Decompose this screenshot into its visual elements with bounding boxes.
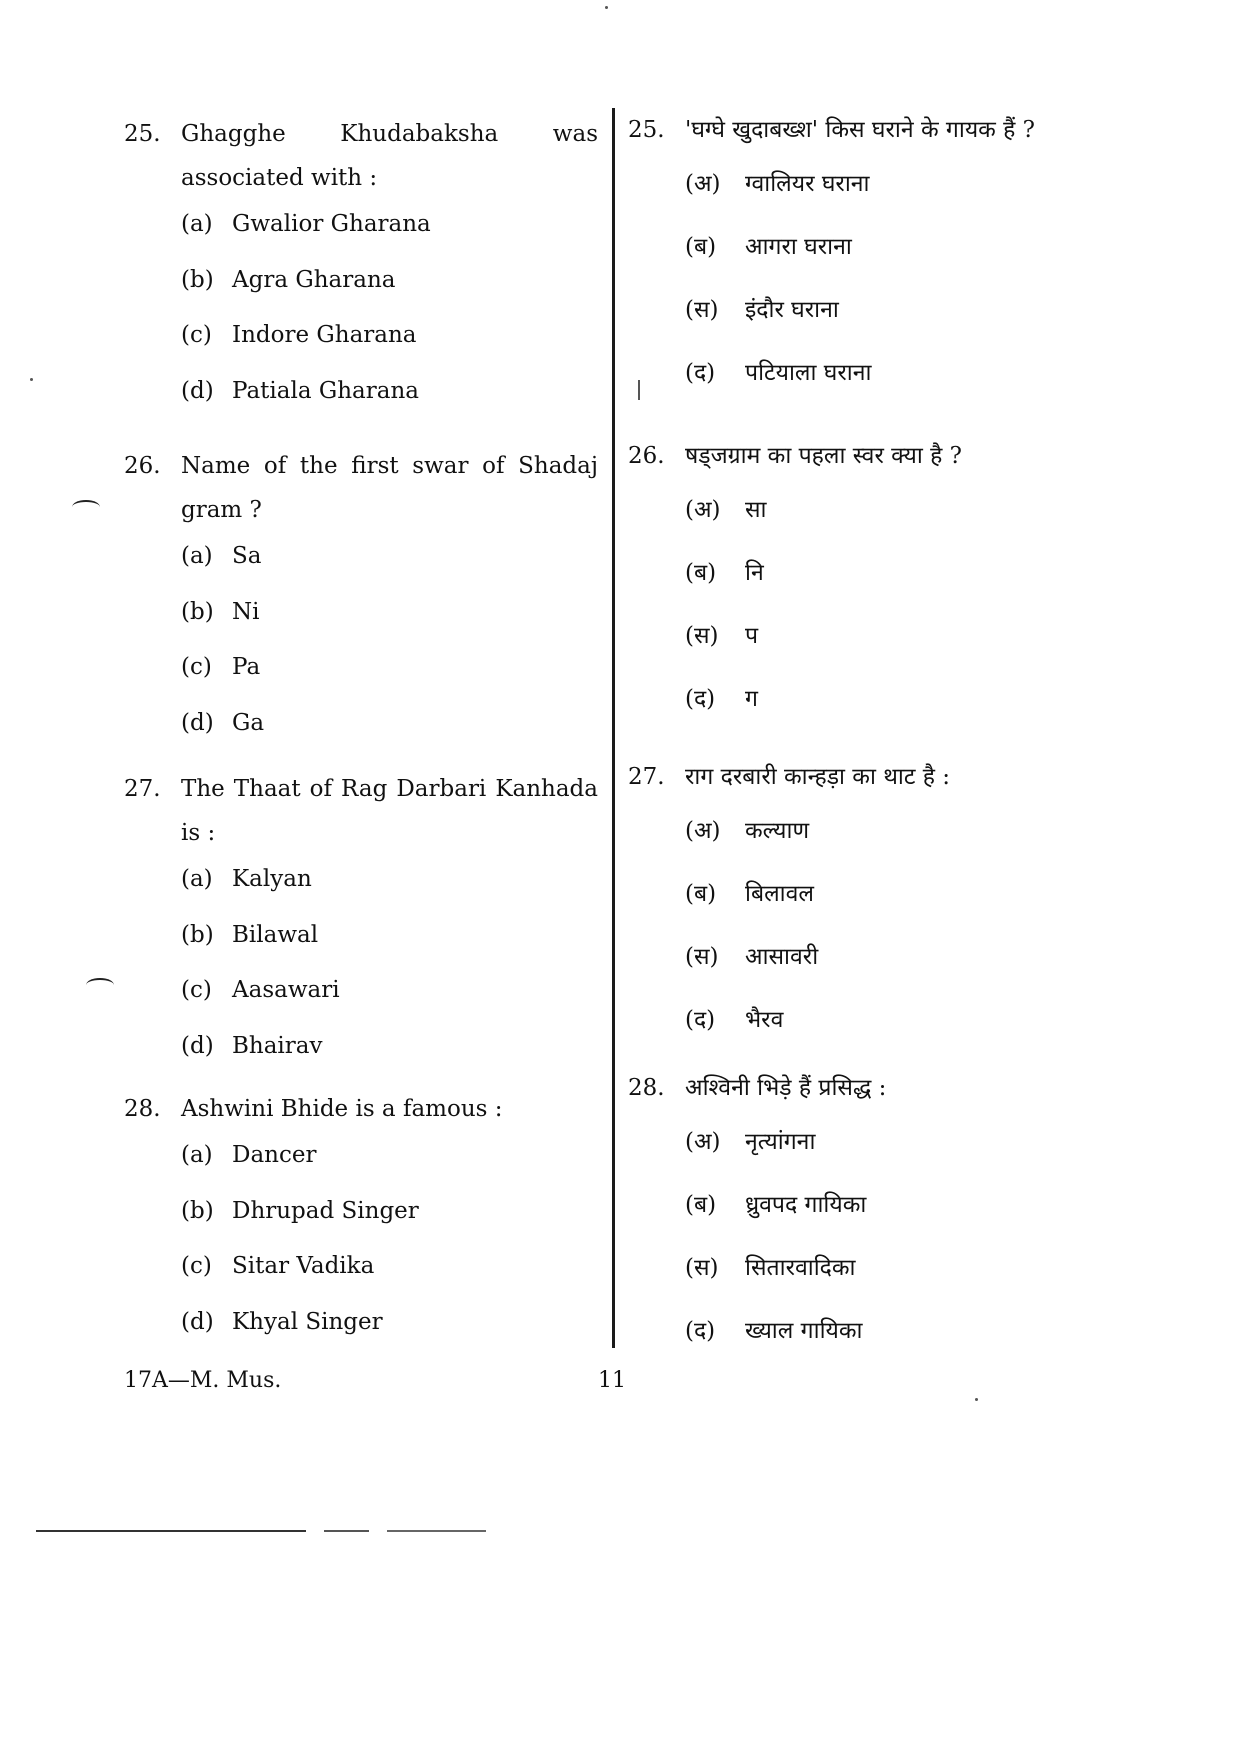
option-b: (ब) नि (685, 560, 764, 586)
option-c: (स) सितारवादिका (685, 1255, 856, 1281)
option-a: (अ) नृत्यांगना (685, 1129, 816, 1155)
scan-speck (975, 1398, 978, 1401)
scan-mark (86, 978, 114, 992)
option-d: (द) भैरव (685, 1007, 784, 1033)
option-c: (स) प (685, 623, 759, 649)
question-28-en (124, 1087, 598, 1363)
option-d: (d) Khyal Singer (181, 1308, 383, 1335)
option-d: (d) Bhairav (181, 1032, 323, 1059)
question-number: 27. (124, 776, 161, 802)
question-27-en (124, 767, 598, 1087)
option-d: (d) Ga (181, 709, 265, 736)
option-b: (ब) बिलावल (685, 881, 815, 907)
question-text: अश्विनी भिड़े हैं प्रसिद्ध : (685, 1075, 887, 1101)
option-a: (अ) कल्याण (685, 818, 810, 844)
question-text: राग दरबारी कान्हड़ा का थाट है : (685, 764, 951, 790)
scan-speck (605, 6, 608, 9)
question-number: 28. (124, 1096, 161, 1122)
scan-speck (30, 378, 33, 381)
option-b: (b) Agra Gharana (181, 266, 396, 293)
question-28-hi (628, 1066, 1128, 1380)
paper-code: 17A—M. Mus. (124, 1368, 282, 1393)
question-text: Ghagghe Khudabaksha was associated with : (181, 121, 598, 191)
option-c: (c) Sitar Vadika (181, 1253, 375, 1279)
question-text: Ashwini Bhide is a famous : (181, 1096, 503, 1122)
scan-speck (638, 380, 640, 400)
option-c: (c) Pa (181, 654, 261, 680)
question-number: 26. (124, 453, 161, 479)
option-b: (ब) ध्रुवपद गायिका (685, 1192, 867, 1218)
option-b: (b) Bilawal (181, 921, 319, 948)
question-number: 26. (628, 443, 665, 469)
option-a: (अ) सा (685, 497, 767, 523)
question-26-hi (628, 434, 1128, 748)
question-25-en (124, 112, 598, 432)
page-number: 11 (598, 1368, 626, 1393)
option-a: (a) Kalyan (181, 866, 312, 892)
question-text: Name of the first swar of Shadaj gram ? (181, 453, 598, 523)
option-d: (द) पटियाला घराना (685, 360, 872, 386)
option-d: (द) ख्याल गायिका (685, 1318, 863, 1344)
option-b: (ब) आगरा घराना (685, 234, 852, 260)
option-c: (स) इंदौर घराना (685, 297, 839, 323)
column-divider (612, 108, 615, 1348)
question-25-hi (628, 108, 1128, 422)
option-c: (c) Aasawari (181, 977, 340, 1003)
question-26-en (124, 444, 598, 764)
option-b: (b) Ni (181, 598, 260, 625)
question-text: षड्जग्राम का पहला स्वर क्या है ? (685, 443, 962, 469)
option-a: (a) Sa (181, 543, 262, 569)
question-text: 'घग्घे खुदाबख्श' किस घराने के गायक हैं ? (685, 117, 1035, 143)
question-number: 25. (124, 121, 161, 147)
option-a: (a) Gwalior Gharana (181, 211, 431, 237)
option-d: (d) Patiala Gharana (181, 377, 419, 404)
question-number: 25. (628, 117, 665, 143)
option-c: (स) आसावरी (685, 944, 819, 970)
option-b: (b) Dhrupad Singer (181, 1197, 419, 1224)
option-d: (द) ग (685, 686, 758, 712)
question-27-hi (628, 755, 1128, 1069)
question-text: The Thaat of Rag Darbari Kanhada is : (181, 776, 598, 846)
option-a: (अ) ग्वालियर घराना (685, 171, 870, 197)
scan-mark (72, 500, 100, 514)
question-number: 27. (628, 764, 665, 790)
scan-artifact-line (36, 1530, 486, 1532)
question-number: 28. (628, 1075, 665, 1101)
option-c: (c) Indore Gharana (181, 322, 417, 348)
option-a: (a) Dancer (181, 1142, 317, 1168)
